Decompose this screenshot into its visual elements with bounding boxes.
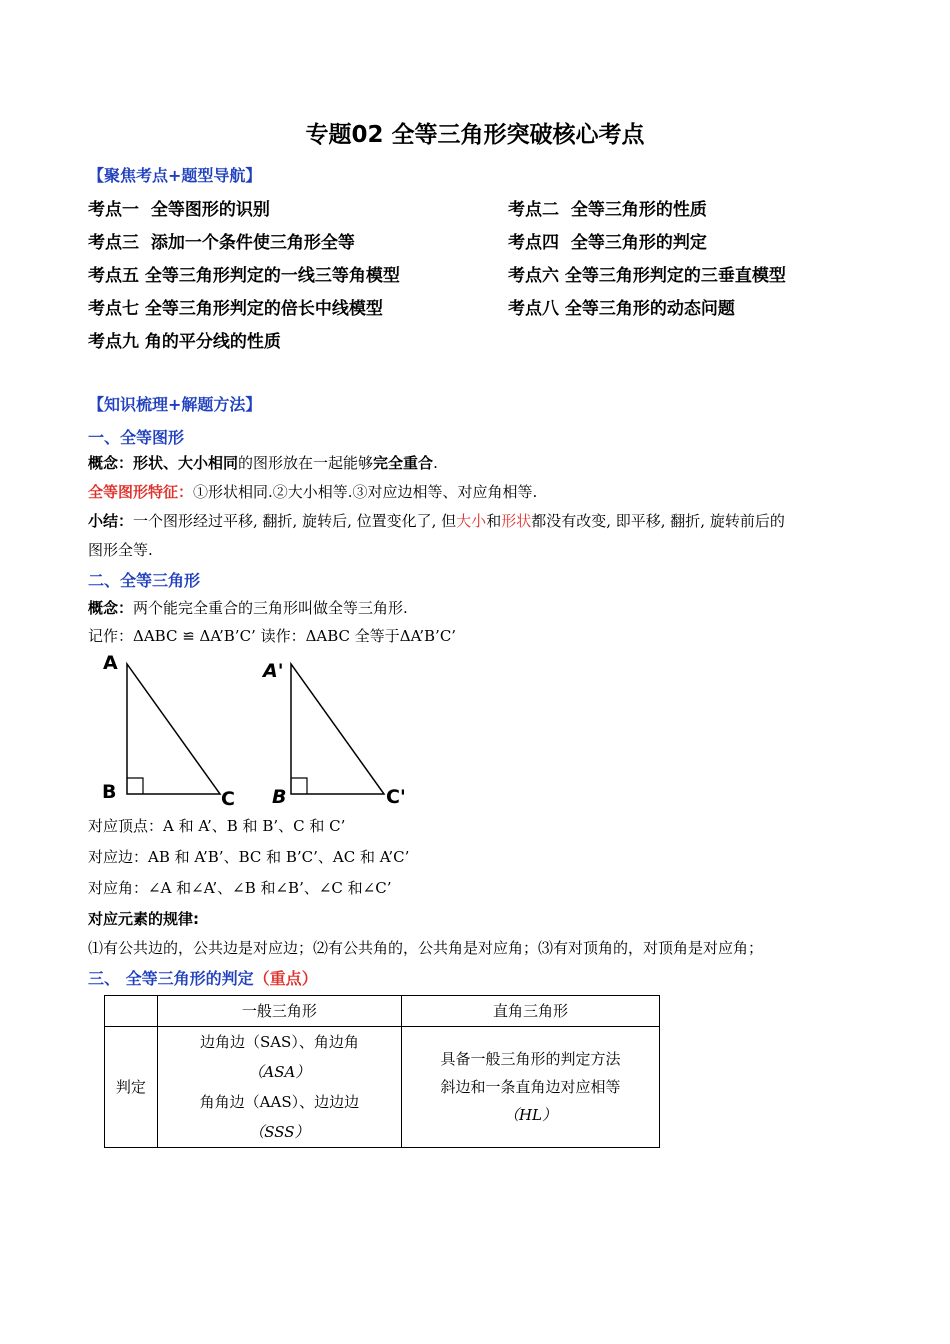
kaodian-4: 考点四 全等三角形的判定 <box>508 233 707 253</box>
page-title: 专题02 全等三角形突破核心考点 <box>305 122 645 148</box>
s1-summary: 小结：一个图形经过平移, 翻折, 旋转后, 位置变化了, 但大小和形状都没有改变, 即平移, 翻折, 旋转前后的 <box>88 512 785 530</box>
triangle-abc <box>127 664 220 794</box>
right-angle-mark-b-prime <box>291 778 307 794</box>
label-b-prime: B <box>272 786 287 808</box>
section-3-heading: 三、 全等三角形的判定（重点） <box>88 969 318 988</box>
s1-feature: 全等图形特征：①形状相同.②大小相等.③对应边相等、对应角相等. <box>88 483 538 501</box>
kaodian-7: 考点七 全等三角形判定的倍长中线模型 <box>88 299 383 319</box>
kaodian-5: 考点五 全等三角形判定的一线三等角模型 <box>88 266 400 286</box>
kaodian-3: 考点三 添加一个条件使三角形全等 <box>88 233 355 253</box>
s2-angles: 对应角：∠A 和∠A’、∠B 和∠B’、∠C 和∠C’ <box>88 879 392 897</box>
label-c: C <box>221 788 235 810</box>
s2-notation: 记作：ΔABC ≌ ΔA’B’C’ 读作：ΔABC 全等于ΔA’B’C’ <box>88 627 457 645</box>
s2-concept: 概念：两个能完全重合的三角形叫做全等三角形. <box>88 599 408 617</box>
kaodian-2: 考点二 全等三角形的性质 <box>508 200 707 220</box>
label-a-prime: A' <box>263 660 284 682</box>
s1-summary-line2: 图形全等. <box>88 541 153 559</box>
nav-heading: 【聚焦考点+题型导航】 <box>88 166 262 185</box>
s2-rule-label: 对应元素的规律: <box>88 910 199 928</box>
section-1-heading: 一、全等图形 <box>88 428 185 447</box>
table-row-label: 判定 <box>105 1027 158 1148</box>
table-cell-right: 具备一般三角形的判定方法 斜边和一条直角边对应相等 （HL） <box>401 1027 659 1148</box>
congruent-triangles-figure <box>90 650 430 810</box>
section-2-heading: 二、全等三角形 <box>88 571 201 590</box>
kaodian-1: 考点一 全等图形的识别 <box>88 200 270 220</box>
s2-edges: 对应边：AB 和 A’B’、BC 和 B’C’、AC 和 A’C’ <box>88 848 410 866</box>
kaodian-6: 考点六 全等三角形判定的三垂直模型 <box>508 266 786 286</box>
s2-rule-text: ⑴有公共边的，公共边是对应边；⑵有公共角的，公共角是对应角；⑶有对顶角的，对顶角是对应角； <box>88 939 764 957</box>
label-c-prime: C' <box>386 786 406 808</box>
s2-vertices: 对应顶点：A 和 A’、B 和 B’、C 和 C’ <box>88 817 346 835</box>
table-cell-general: 边角边（SAS）、角边角 （ASA） 角角边（AAS）、边边边 （SSS） <box>157 1027 401 1148</box>
right-angle-mark-b <box>127 778 143 794</box>
table-header-right: 直角三角形 <box>401 996 659 1027</box>
knowledge-heading: 【知识梳理+解题方法】 <box>88 395 262 414</box>
label-b: B <box>102 781 117 803</box>
label-a: A <box>103 652 118 674</box>
kaodian-8: 考点八 全等三角形的动态问题 <box>508 299 735 319</box>
table-header-general: 一般三角形 <box>157 996 401 1027</box>
table-corner <box>105 996 158 1027</box>
triangle-a-prime <box>291 664 384 794</box>
kaodian-9: 考点九 角的平分线的性质 <box>88 332 281 352</box>
s1-concept: 概念：形状、大小相同的图形放在一起能够完全重合. <box>88 454 438 472</box>
judgement-table <box>104 995 660 1148</box>
